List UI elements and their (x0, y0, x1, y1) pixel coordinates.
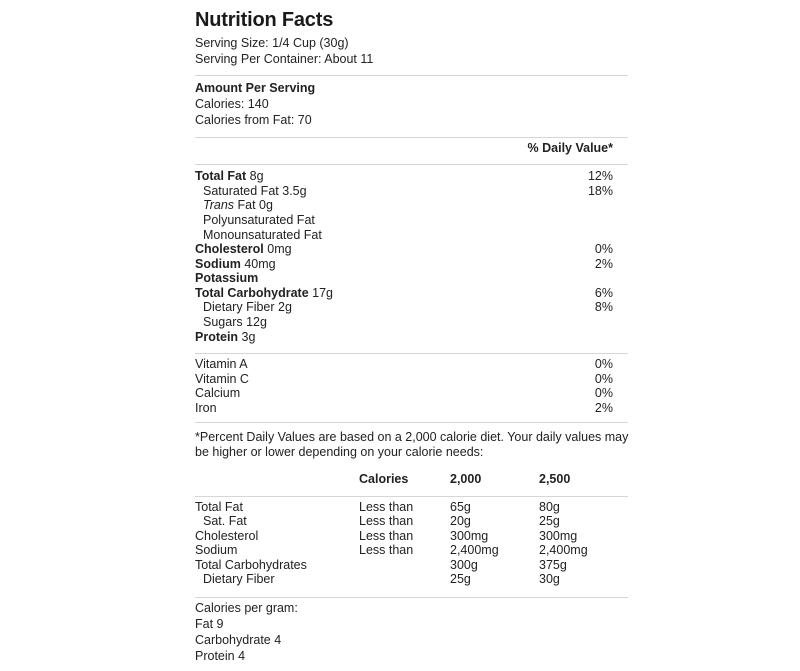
table-cell: 25g (539, 514, 560, 528)
table-cell: Less than (359, 500, 414, 514)
divider (195, 75, 628, 76)
divider (195, 422, 628, 423)
servings-per-container: Serving Per Container: About 11 (195, 52, 374, 66)
table-cell: Sat. Fat (203, 514, 247, 528)
nutrient-pct: 18% (587, 184, 613, 198)
nutrient-row: Sodium 40mg (195, 257, 276, 271)
table-cell: Total Fat (195, 500, 243, 514)
table-cell: Total Carbohydrates (195, 558, 307, 572)
footnote: be higher or lower depending on your calorie needs: (195, 445, 484, 459)
vitamin-row: Iron (195, 401, 217, 415)
calories: Calories: 140 (195, 97, 269, 111)
table-cell: 25g (450, 572, 471, 586)
per-gram-item: Carbohydrate 4 (195, 633, 282, 647)
nutrient-row: Sugars 12g (203, 315, 267, 329)
per-gram-item: Fat 9 (195, 617, 224, 631)
nutrient-row: Total Carbohydrate 17g (195, 286, 334, 300)
nutrient-row: Total Fat 8g (195, 169, 264, 183)
table-cell: Less than (359, 543, 414, 557)
table-header-2500: 2,500 (539, 472, 571, 486)
table-cell: Sodium (195, 543, 238, 557)
calories-from-fat: Calories from Fat: 70 (195, 113, 312, 127)
footnote: *Percent Daily Values are based on a 2,000 calorie diet. Your daily values may (195, 430, 629, 444)
table-cell: 300mg (539, 529, 578, 543)
nutrient-row: Monounsaturated Fat (203, 228, 322, 242)
vitamin-pct: 2% (594, 401, 613, 415)
nutrient-pct: 12% (587, 169, 613, 183)
table-cell: 2,400mg (539, 543, 588, 557)
nutrient-pct: 0% (594, 242, 613, 256)
table-cell: 2,400mg (450, 543, 499, 557)
table-cell: 300mg (450, 529, 489, 543)
divider (195, 597, 628, 598)
page-title: Nutrition Facts (195, 9, 334, 31)
table-cell: 80g (539, 500, 560, 514)
nutrient-pct: 6% (594, 286, 613, 300)
nutrient-row: Trans Fat 0g (203, 198, 273, 212)
daily-value-header: % Daily Value* (527, 141, 613, 155)
nutrient-row: Dietary Fiber 2g (203, 300, 292, 314)
table-header-2000: 2,000 (450, 472, 482, 486)
table-cell: 300g (450, 558, 478, 572)
table-cell: Dietary Fiber (203, 572, 275, 586)
vitamin-row: Vitamin A (195, 357, 248, 371)
nutrient-row: Cholesterol 0mg (195, 242, 292, 256)
nutrient-row: Saturated Fat 3.5g (203, 184, 307, 198)
divider (195, 353, 628, 354)
nutrient-pct: 2% (594, 257, 613, 271)
vitamin-pct: 0% (594, 386, 613, 400)
table-cell: 20g (450, 514, 471, 528)
amount-per-serving: Amount Per Serving (195, 81, 316, 95)
nutrient-row: Protein 3g (195, 330, 256, 344)
table-cell: 375g (539, 558, 567, 572)
table-cell: 65g (450, 500, 471, 514)
serving-size: Serving Size: 1/4 Cup (30g) (195, 36, 349, 50)
vitamin-pct: 0% (594, 372, 613, 386)
divider (195, 164, 628, 165)
per-gram-item: Protein 4 (195, 649, 246, 663)
table-cell: Cholesterol (195, 529, 259, 543)
nutrient-row: Polyunsaturated Fat (203, 213, 315, 227)
nutrient-row: Potassium (195, 271, 259, 285)
table-cell: Less than (359, 514, 414, 528)
vitamin-row: Calcium (195, 386, 241, 400)
nutrient-pct: 8% (594, 300, 613, 314)
table-cell: Less than (359, 529, 414, 543)
vitamin-pct: 0% (594, 357, 613, 371)
divider (195, 496, 628, 497)
divider (195, 137, 628, 138)
table-header-calories: Calories (359, 472, 409, 486)
calories-per-gram: Calories per gram: (195, 601, 298, 615)
table-cell: 30g (539, 572, 560, 586)
vitamin-row: Vitamin C (195, 372, 249, 386)
